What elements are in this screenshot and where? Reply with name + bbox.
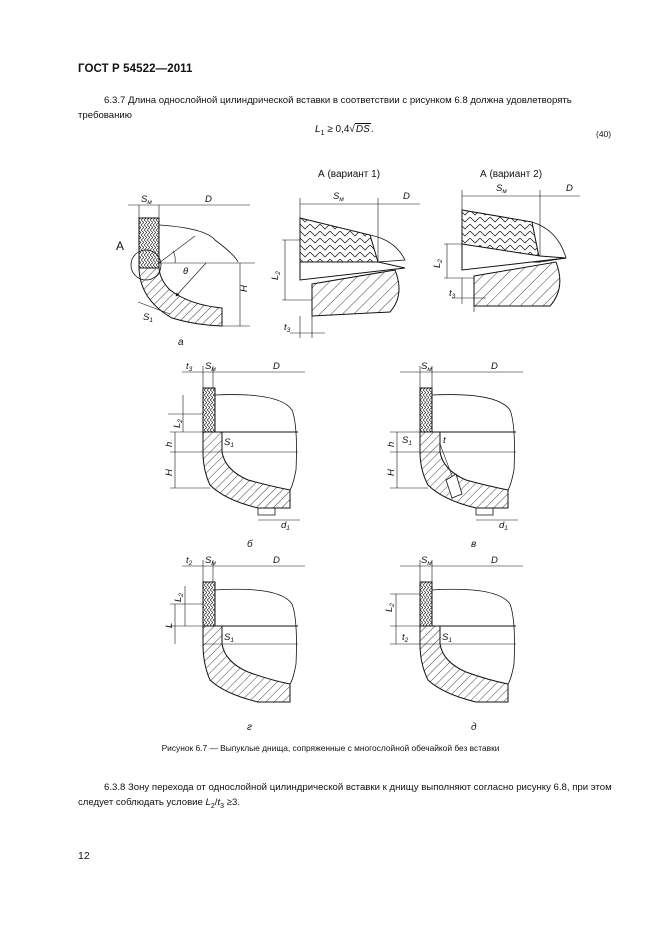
panel-g-D-label: D — [273, 555, 280, 566]
panel-b — [164, 361, 305, 550]
formula-operator: ≥ 0,4 — [327, 124, 350, 135]
formula-end: . — [370, 124, 374, 135]
panel-v-head-section — [420, 432, 508, 508]
panel-v-Sm-label: $S_м$ — [421, 361, 432, 373]
panel-a-theta-ray — [159, 236, 195, 263]
panel-g-Sm-label: $S_м$ — [205, 555, 216, 567]
panel-b-Sm-label: $S_м$ — [205, 361, 216, 373]
variant1-multilayer — [300, 218, 378, 262]
panel-g-L2-label: $L_2$ — [173, 593, 185, 602]
variant2-head — [474, 262, 560, 306]
panel-d-L2-label: $L_2$ — [384, 603, 396, 612]
panel-d-shell-layers — [420, 582, 432, 626]
variant1-title: А (вариант 1) — [318, 169, 381, 180]
paragraph-6-3-8-text: 6.3.8 Зону перехода от однослойной цилиндрической вставки к днищу выполняют согласно рисунку 6.8, при этом следует соблюдать условие — [78, 782, 612, 808]
cond-L-sub: 2 — [210, 802, 215, 810]
panel-a-contour — [159, 225, 238, 262]
panel-d-letter: д — [471, 722, 477, 733]
panel-v-t-label: t — [443, 435, 446, 446]
panel-a-shell-layers — [139, 218, 159, 268]
paragraph-6-3-7: 6.3.7 Длина однослойной цилиндрической вставки в соответствии с рисунком 6.8 должна удовлетворять требованию — [78, 95, 572, 121]
variant1-D-label: D — [403, 191, 410, 202]
panel-a-callout-A: А — [116, 239, 125, 253]
panel-v-D-label: D — [491, 361, 498, 372]
panel-v-d1-label: $d_1$ — [499, 520, 508, 532]
cond-t-sub: 3 — [220, 802, 225, 810]
panel-b-t3-label: $t_3$ — [186, 361, 193, 373]
panel-g-shell-layers — [203, 582, 215, 626]
panel-d-t2-label: $t_2$ — [402, 632, 409, 644]
panel-variant1 — [270, 169, 420, 338]
variant2-L2-label: $L_2$ — [432, 259, 444, 268]
panel-b-head-section — [203, 432, 290, 508]
variant2-title: А (вариант 2) — [480, 169, 543, 180]
panel-a-letter: а — [178, 337, 184, 348]
panel-d-Sm-label: $S_м$ — [421, 555, 432, 567]
panel-g — [164, 555, 305, 733]
panel-v-letter: в — [471, 539, 477, 550]
paragraph-6-3-8 — [78, 780, 618, 814]
panel-v-shell-layers — [420, 388, 432, 432]
formula-radicand: DS — [355, 124, 370, 135]
page-number: 12 — [78, 850, 90, 862]
panel-g-S1-label: $S_1$ — [224, 632, 234, 644]
panel-b-H-label: H — [164, 469, 175, 476]
cond-rest: ≥3. — [224, 797, 240, 808]
panel-v — [386, 361, 523, 550]
panel-a-radius-line — [176, 263, 206, 296]
panel-v-S1-label: $S_1$ — [402, 435, 412, 447]
sqrt-sign: √ — [349, 124, 355, 135]
formula-lhs: L — [315, 124, 321, 135]
figure-caption: Рисунок 6.7 — Выпуклые днища, сопряженные с многослойной обечайкой без вставки — [161, 743, 500, 753]
panel-a-Sm-label: $S_м$ — [141, 194, 152, 206]
panel-v-H-label: H — [386, 469, 397, 476]
variant2-Sm-label: $S_м$ — [496, 183, 507, 195]
panel-b-letter: б — [247, 539, 253, 550]
panel-d-S1-label: $S_1$ — [442, 632, 452, 644]
cond-L: L — [205, 797, 211, 808]
variant1-L2-label: $L_2$ — [270, 271, 282, 280]
variant2-t3-label: $t_3$ — [449, 288, 456, 300]
panel-b-h-label: h — [164, 441, 175, 447]
panel-b-L2-label: $L_2$ — [172, 419, 184, 428]
variant1-Sm-label: $S_м$ — [333, 191, 344, 203]
panel-a-theta-label: θ — [183, 266, 189, 277]
panel-v-h-label: h — [386, 441, 397, 447]
panel-g-L-label: L — [164, 622, 175, 628]
panel-a-S1-label: $S_1$ — [143, 312, 153, 324]
panel-v-nozzle — [476, 508, 493, 515]
equation-number: (40) — [596, 129, 612, 139]
panel-a-H-label: H — [239, 285, 250, 292]
panel-g-letter: г — [247, 722, 252, 733]
panel-b-shell-layers — [203, 388, 215, 432]
panel-d-D-label: D — [491, 555, 498, 566]
panel-b-d1-label: $d_1$ — [281, 520, 290, 532]
panel-a-main — [116, 194, 255, 348]
panel-b-D-label: D — [273, 361, 280, 372]
cond-t: t — [217, 797, 221, 808]
panel-variant2 — [432, 169, 580, 312]
panel-a-theta-arc — [173, 251, 175, 263]
panel-b-S1-label: $S_1$ — [224, 437, 234, 449]
panel-g-t2-label: $t_2$ — [186, 555, 193, 567]
panel-d — [384, 555, 523, 733]
panel-a-D-label: D — [205, 194, 212, 205]
panel-d-head-section — [420, 626, 508, 702]
variant2-D-label: D — [566, 183, 573, 194]
panel-b-nozzle — [258, 508, 275, 515]
variant1-t3-label: $t_3$ — [284, 322, 291, 334]
formula-lhs-sub: 1 — [320, 130, 325, 137]
cond-slash: / — [214, 797, 218, 808]
document-header: ГОСТ Р 54522—2011 — [78, 63, 193, 75]
panel-g-head-section — [203, 626, 290, 702]
